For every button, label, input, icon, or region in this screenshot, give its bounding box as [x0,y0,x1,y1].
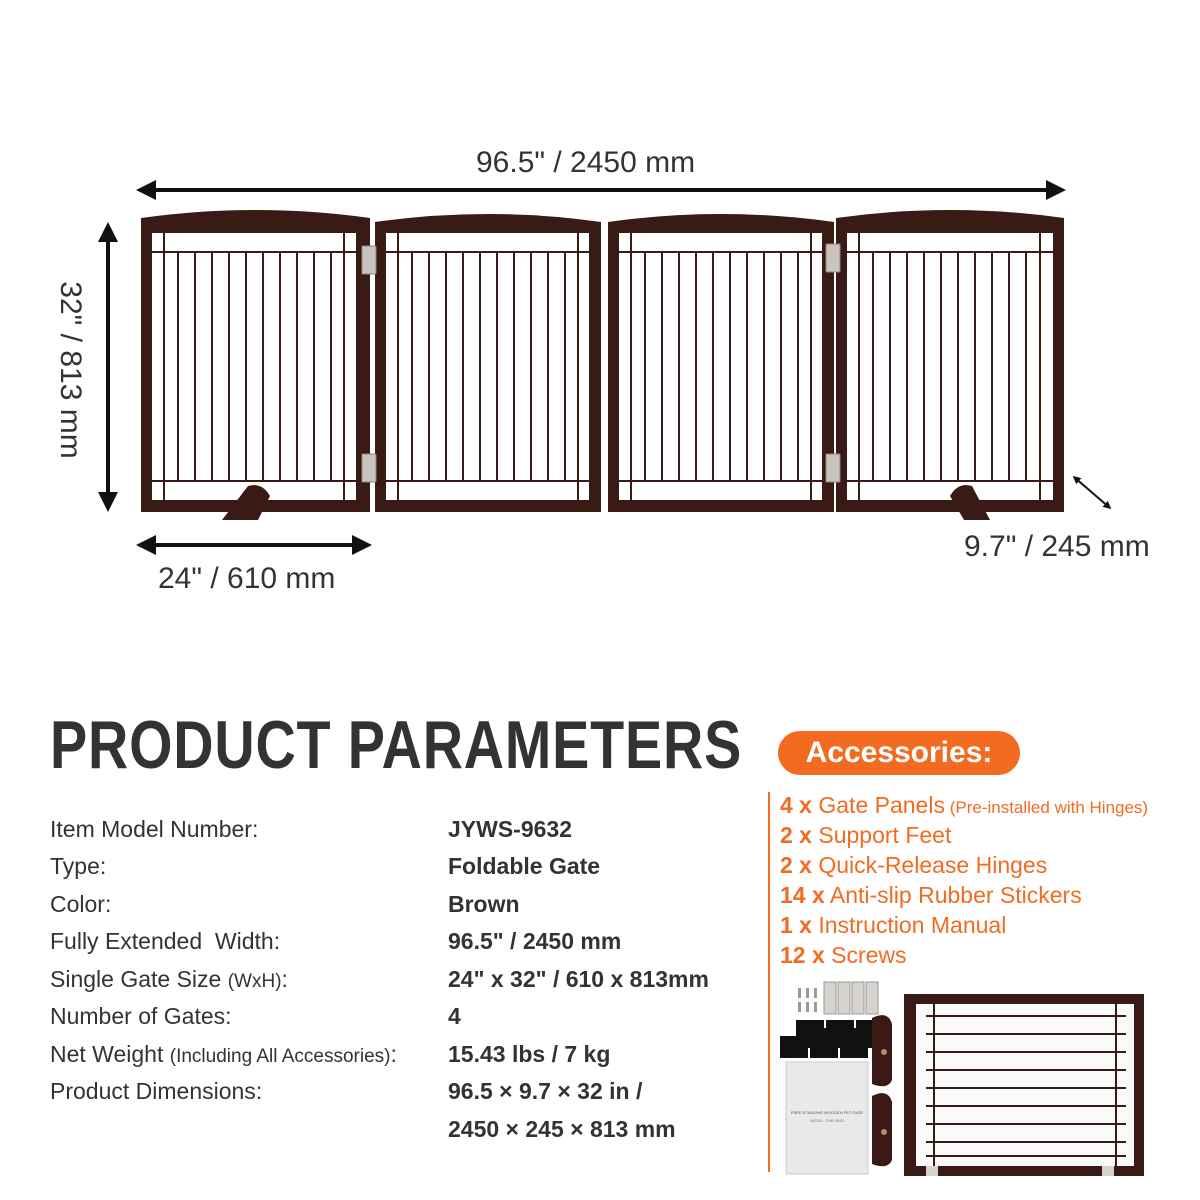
panel-width-label: 24" / 610 mm [158,562,336,595]
spec-value-weight: 15.43 lbs / 7 kg [448,1041,611,1067]
depth-arrow [1074,477,1110,508]
spec-value-width: 96.5" / 2450 mm [448,928,622,954]
spec-label-gate-count: Number of Gates: [50,1003,232,1029]
gate-panel-4 [836,210,1064,512]
accessories-image [776,980,1166,1180]
spec-label-gate-size: Single Gate Size (WxH): [50,966,288,992]
accessory-item: 1 x Instruction Manual [780,912,1007,938]
spec-label-model: Item Model Number: [50,816,259,842]
screws-icon [798,988,817,1012]
accessory-item: 4 x Gate Panels (Pre-installed with Hinges) [780,792,1149,818]
total-width-label: 96.5" / 2450 mm [476,146,696,179]
support-foot-icon [872,1015,892,1166]
accessory-item: 2 x Quick-Release Hinges [780,852,1048,878]
svg-text:MODEL: JYWS-9632: MODEL: JYWS-9632 [810,1119,844,1123]
hinge-plates-icon [824,982,878,1014]
gate-panel-1 [141,210,370,512]
gate-panel-2 [375,214,601,512]
accessories-divider [768,792,770,1172]
gate-panel-3 [608,214,834,512]
accessory-item: 2 x Support Feet [780,822,952,848]
spec-value-gate-count: 4 [448,1003,461,1029]
svg-text:FREE STANDING WOODEN PET GATE: FREE STANDING WOODEN PET GATE [790,1110,864,1115]
depth-label: 9.7" / 245 mm [964,530,1150,563]
spec-value-gate-size: 24" x 32" / 610 x 813mm [448,966,709,992]
spec-value-color: Brown [448,891,520,917]
spec-label-dimensions: Product Dimensions: [50,1078,263,1104]
spec-label-type: Type: [50,853,107,879]
accessory-item: 14 x Anti-slip Rubber Stickers [780,882,1082,908]
manual-icon [786,1062,868,1174]
rubber-stickers-icon [780,1020,884,1058]
spec-value-type: Foldable Gate [448,853,601,879]
page-title: PRODUCT PARAMETERS [50,707,743,783]
height-label: 32" / 813 mm [54,281,87,459]
accessory-item: 12 x Screws [780,942,907,968]
spec-label-color: Color: [50,891,112,917]
accessories-badge: Accessories: [778,731,1020,775]
spec-label-weight: Net Weight (Including All Accessories): [50,1041,397,1067]
spec-value-dimensions-mm: 2450 × 245 × 813 mm [448,1116,676,1142]
spec-label-width: Fully Extended Width: [50,928,281,954]
spec-value-model: JYWS-9632 [448,816,573,842]
folded-gate-icon [904,994,1144,1176]
spec-value-dimensions: 96.5 × 9.7 × 32 in / [448,1078,643,1104]
